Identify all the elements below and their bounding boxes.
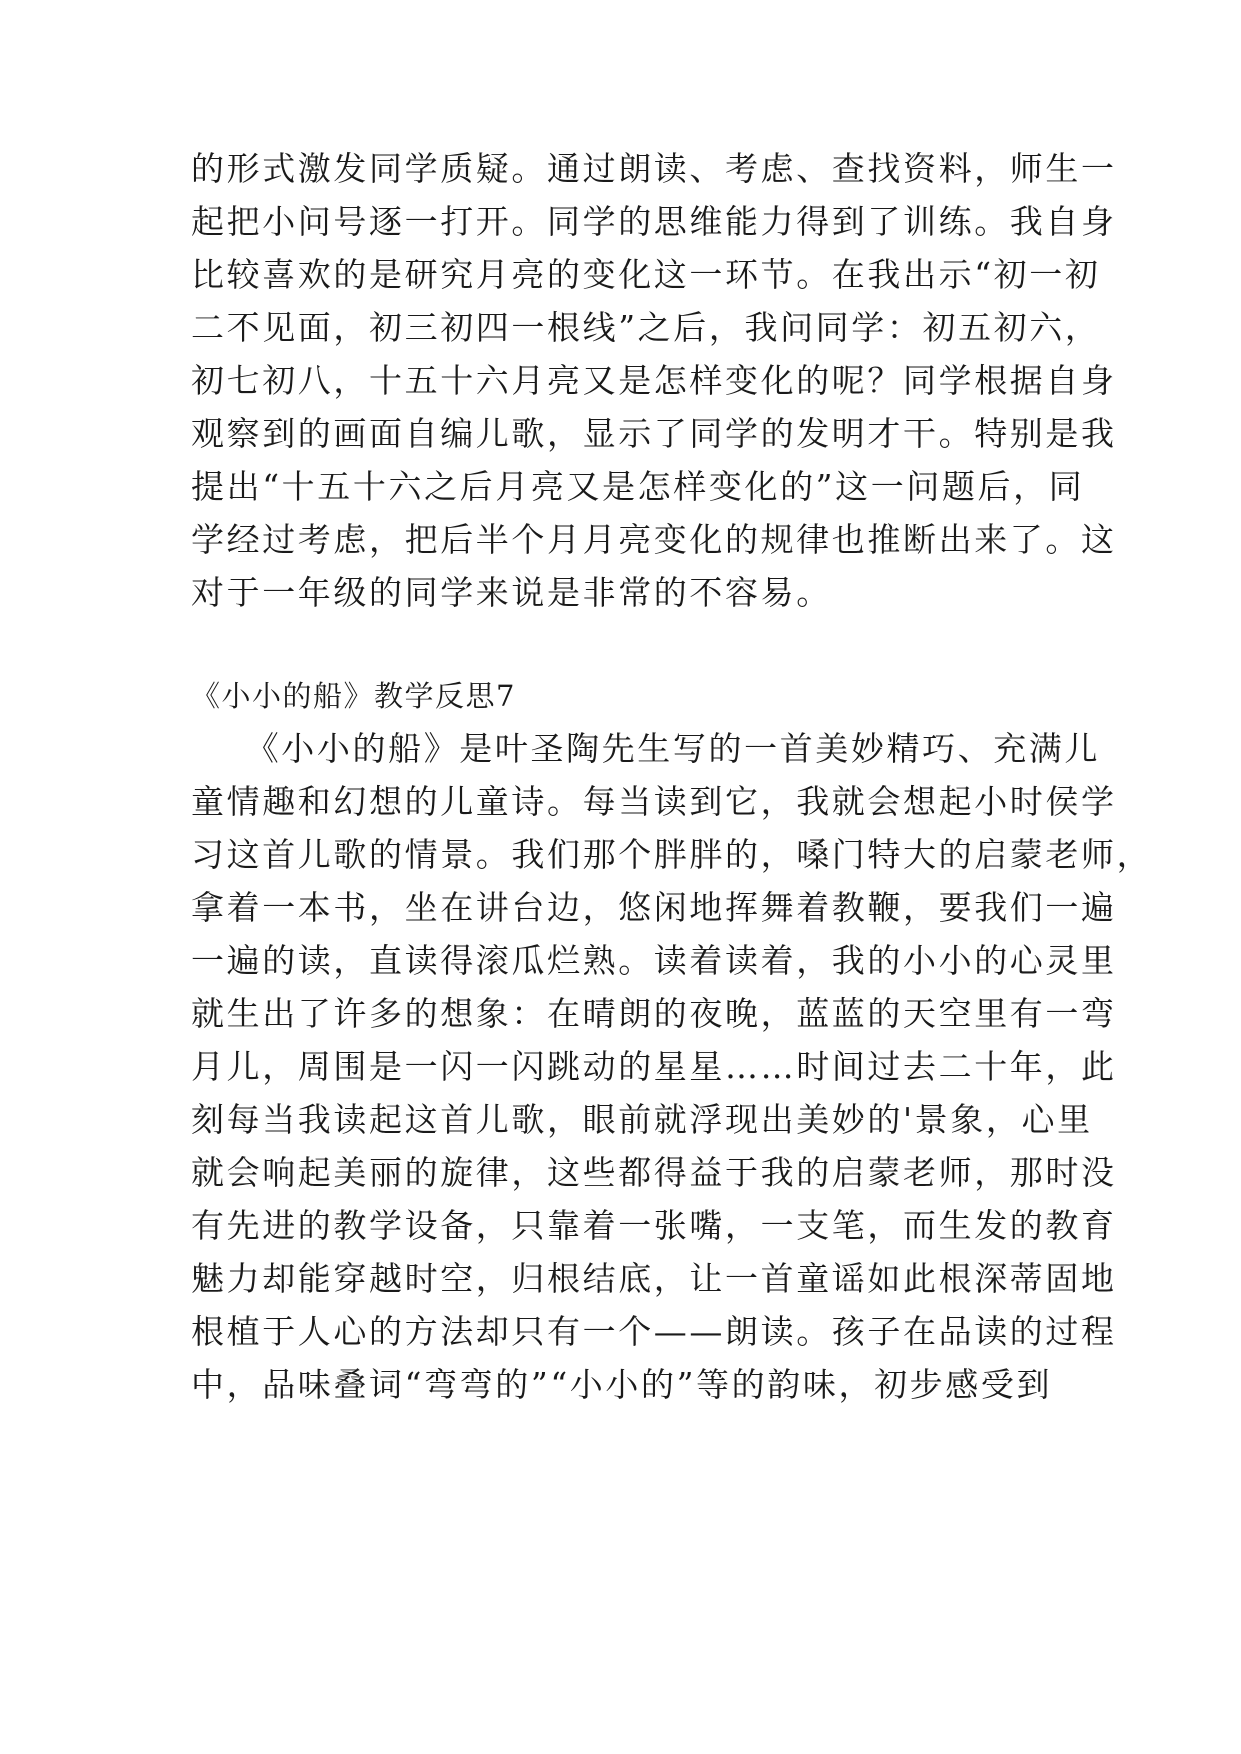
paragraph-line: 观察到的画面自编儿歌，显示了同学的发明才干。特别是我 (191, 414, 1117, 453)
section-title: 《小小的船》教学反思7 (191, 679, 516, 713)
paragraph-line: 对于一年级的同学来说是非常的不容易。 (191, 573, 832, 612)
paragraph-line: 比较喜欢的是研究月亮的变化这一环节。在我出示“初一初 (191, 255, 1101, 294)
paragraph-line: 一遍的读，直读得滚瓜烂熟。读着读着，我的小小的心灵里 (191, 941, 1117, 980)
paragraph-line: 有先进的教学设备，只靠着一张嘴，一支笔，而生发的教育 (191, 1206, 1117, 1245)
paragraph-line: 月儿，周围是一闪一闪跳动的星星……时间过去二十年，此 (191, 1047, 1117, 1086)
paragraph-line: 习这首儿歌的情景。我们那个胖胖的，嗓门特大的启蒙老师， (191, 835, 1153, 874)
paragraph-line: 魅力却能穿越时空，归根结底，让一首童谣如此根深蒂固地 (191, 1259, 1117, 1298)
paragraph-line: 中，品味叠词“弯弯的”“小小的”等的韵味，初步感受到 (191, 1365, 1053, 1404)
paragraph-line: 起把小问号逐一打开。同学的思维能力得到了训练。我自身 (191, 202, 1117, 241)
paragraph-line: 二不见面，初三初四一根线”之后，我问同学：初五初六， (191, 308, 1101, 347)
paragraph-line: 就生出了许多的想象：在晴朗的夜晚，蓝蓝的天空里有一弯 (191, 994, 1117, 1033)
paragraph-line: 《小小的船》是叶圣陶先生写的一首美妙精巧、充满儿 (191, 729, 1101, 768)
paragraph-line: 的形式激发同学质疑。通过朗读、考虑、查找资料，师生一 (191, 149, 1117, 188)
paragraph-line: 根植于人心的方法却只有一个——朗读。孩子在品读的过程 (191, 1312, 1117, 1351)
paragraph-line: 刻每当我读起这首儿歌，眼前就浮现出美妙的'景象，心里 (191, 1100, 1093, 1139)
paragraph-line: 就会响起美丽的旋律，这些都得益于我的启蒙老师，那时没 (191, 1153, 1117, 1192)
paragraph-line: 初七初八，十五十六月亮又是怎样变化的呢？同学根据自身 (191, 361, 1117, 400)
paragraph-line: 学经过考虑，把后半个月月亮变化的规律也推断出来了。这 (191, 520, 1117, 559)
paragraph-line: 童情趣和幻想的儿童诗。每当读到它，我就会想起小时侯学 (191, 782, 1117, 821)
paragraph-line: 拿着一本书，坐在讲台边，悠闲地挥舞着教鞭，要我们一遍 (191, 888, 1117, 927)
paragraph-line: 提出“十五十六之后月亮又是怎样变化的”这一问题后，同 (191, 467, 1085, 506)
